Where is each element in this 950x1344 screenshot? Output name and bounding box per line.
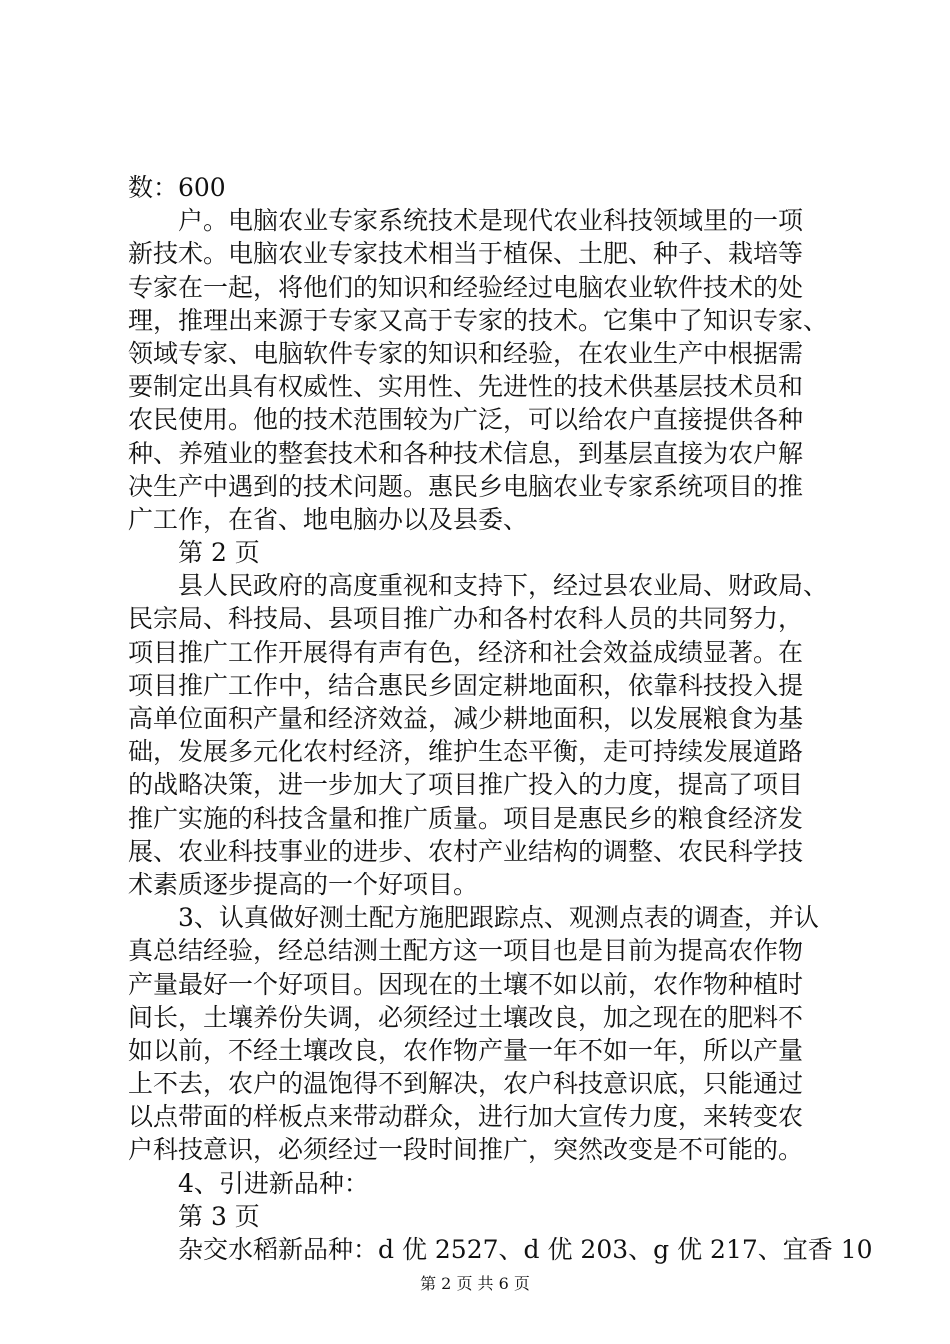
- text-line: 项目推广工作中，结合惠民乡固定耕地面积，依靠科技投入提: [128, 670, 804, 700]
- text-line: 理，推理出来源于专家又高于专家的技术。它集中了知识专家、: [128, 305, 829, 335]
- text-line: 3、认真做好测土配方施肥跟踪点、观测点表的调查，并认: [178, 903, 819, 933]
- text-line: 数：600: [128, 173, 226, 202]
- text-line: 4、引进新品种：: [178, 1168, 369, 1198]
- page-footer: 第 2 页 共 6 页: [420, 1274, 530, 1293]
- text-line: 广工作，在省、地电脑办以及县委、: [128, 504, 529, 534]
- text-line: 农民使用。他的技术范围较为广泛，可以给农户直接提供各种: [128, 405, 804, 435]
- text-line: 第 3 页: [178, 1201, 260, 1231]
- text-line: 领域专家、电脑软件专家的知识和经验，在农业生产中根据需: [128, 338, 804, 368]
- text-line: 如以前，不经土壤改良，农作物产量一年不如一年，所以产量: [128, 1035, 804, 1065]
- text-line: 高单位面积产量和经济效益，减少耕地面积，以发展粮食为基: [128, 704, 804, 733]
- text-line: 专家在一起，将他们的知识和经验经过电脑农业软件技术的处: [128, 272, 804, 302]
- text-line: 户。电脑农业专家系统技术是现代农业科技领域里的一项: [178, 206, 804, 236]
- text-line: 础，发展多元化农村经济，维护生态平衡，走可持续发展道路: [128, 737, 804, 767]
- text-line: 民宗局、科技局、县项目推广办和各村农科人员的共同努力，: [128, 604, 804, 634]
- text-line: 真总结经验，经总结测土配方这一项目也是目前为提高农作物: [128, 936, 804, 966]
- text-line: 种、养殖业的整套技术和各种技术信息，到基层直接为农户解: [128, 438, 804, 468]
- text-line: 产量最好一个好项目。因现在的土壤不如以前，农作物种植时: [128, 969, 804, 999]
- text-line: 要制定出具有权威性、实用性、先进性的技术供基层技术员和: [128, 372, 804, 402]
- text-line: 杂交水稻新品种：d 优 2527、d 优 203、g 优 217、宜香 10: [178, 1235, 873, 1264]
- text-line: 项目推广工作开展得有声有色，经济和社会效益成绩显著。在: [128, 637, 804, 667]
- text-line: 展、农业科技事业的进步、农村产业结构的调整、农民科学技: [128, 836, 804, 866]
- text-line: 以点带面的样板点来带动群众，进行加大宣传力度，来转变农: [128, 1102, 804, 1132]
- document-body: [128, 171, 873, 1266]
- text-line: 间长，土壤养份失调，必须经过土壤改良，加之现在的肥料不: [128, 1002, 804, 1032]
- text-line: 推广实施的科技含量和推广质量。项目是惠民乡的粮食经济发: [128, 803, 804, 833]
- text-line: 的战略决策，进一步加大了项目推广投入的力度，提高了项目: [128, 770, 804, 800]
- text-line: 术素质逐步提高的一个好项目。: [128, 869, 479, 899]
- text-line: 新技术。电脑农业专家技术相当于植保、土肥、种子、栽培等: [128, 239, 804, 269]
- text-line: 县人民政府的高度重视和支持下，经过县农业局、财政局、: [178, 571, 829, 601]
- text-line: 户科技意识，必须经过一段时间推广，突然改变是不可能的。: [128, 1135, 804, 1165]
- text-line: 决生产中遇到的技术问题。惠民乡电脑农业专家系统项目的推: [128, 471, 804, 501]
- text-line: 上不去，农户的温饱得不到解决，农户科技意识底，只能通过: [128, 1069, 804, 1099]
- text-line: 第 2 页: [178, 538, 260, 568]
